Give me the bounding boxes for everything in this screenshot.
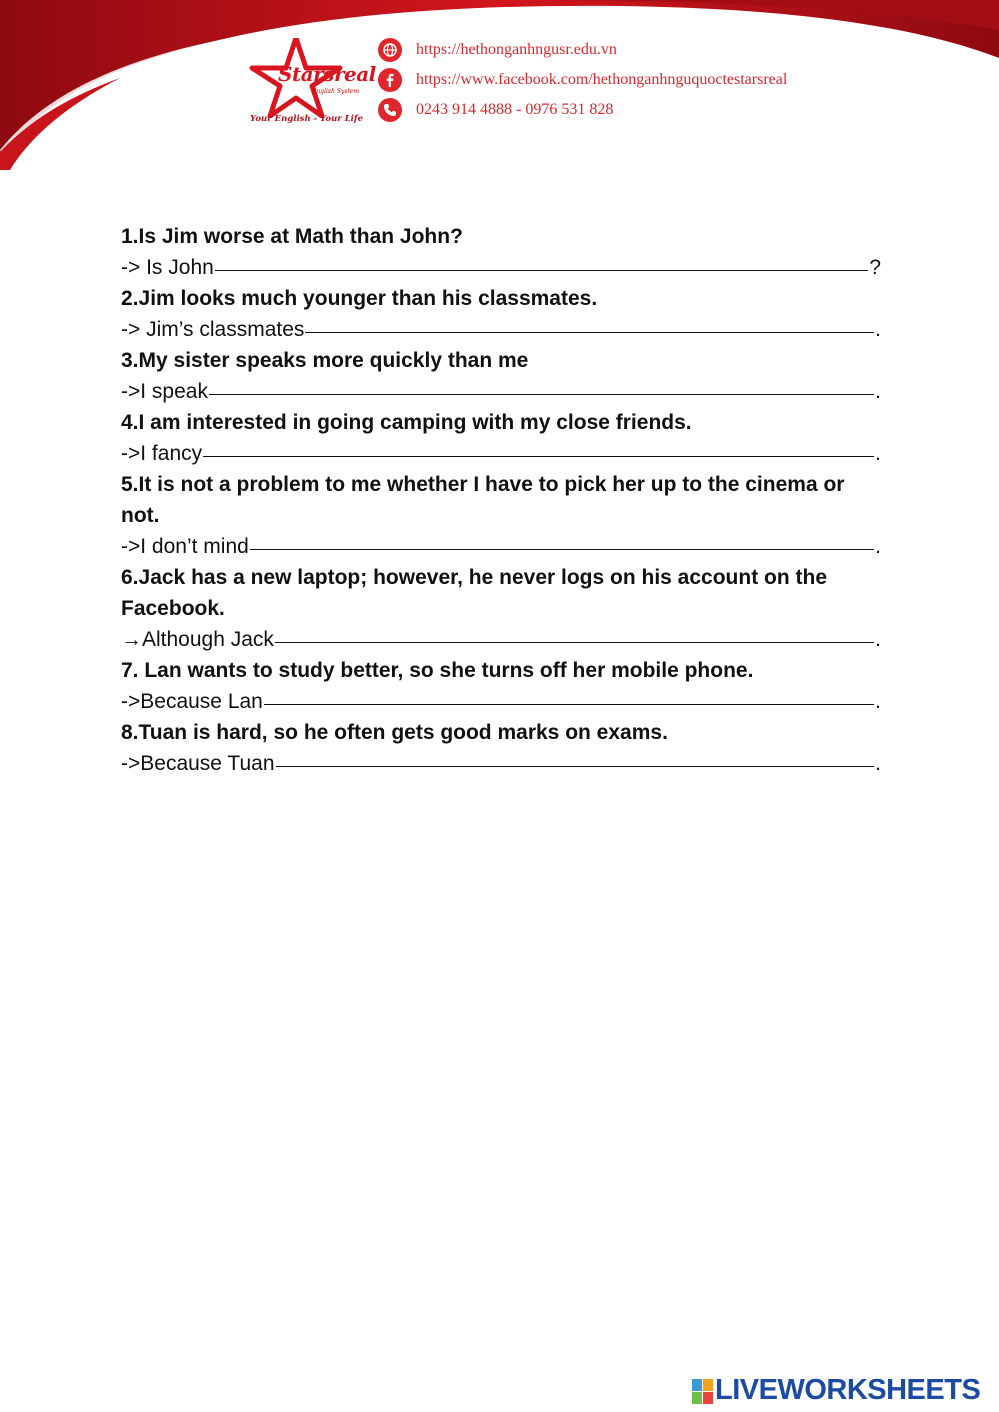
answer-end-5: . <box>875 535 881 558</box>
answer-line-6 <box>121 624 881 655</box>
answer-line-5 <box>121 531 881 562</box>
website-link[interactable]: https://hethonganhngusr.edu.vn <box>416 41 617 58</box>
globe-icon <box>378 38 402 62</box>
answer-end-2: . <box>875 318 881 341</box>
answer-end-7: . <box>875 690 881 713</box>
answer-line-2 <box>121 314 881 345</box>
answer-blank-5[interactable] <box>250 549 874 550</box>
answer-prompt-3: ->I speak <box>121 380 208 403</box>
answer-line-3 <box>121 376 881 407</box>
answer-end-6: . <box>875 628 881 651</box>
answer-blank-1[interactable] <box>215 270 869 271</box>
phone-icon <box>378 98 402 122</box>
answer-end-4: . <box>875 442 881 465</box>
answer-prompt-4: ->I fancy <box>121 442 203 465</box>
logo-tagline: Your English - Your Life <box>250 114 363 124</box>
answer-line-8 <box>121 748 881 779</box>
facebook-icon <box>378 68 402 92</box>
answer-blank-3[interactable] <box>209 394 874 395</box>
answer-end-1: ? <box>869 256 881 279</box>
answer-prompt-2: -> Jim’s classmates <box>121 318 305 341</box>
liveworksheets-logo-icon <box>692 1379 712 1403</box>
answer-prompt-7: ->Because Lan <box>121 690 263 713</box>
question-1: 1.Is Jim worse at Math than John? <box>121 225 463 248</box>
question-3: 3.My sister speaks more quickly than me <box>121 349 529 372</box>
answer-blank-7[interactable] <box>264 704 874 705</box>
answer-blank-4[interactable] <box>203 456 874 457</box>
brand-name: LIVEWORKSHEETS <box>715 1374 981 1406</box>
answer-prompt-1: -> Is John <box>121 256 214 279</box>
question-6: 6.Jack has a new laptop; however, he never logs on his account on the Facebook. <box>121 566 828 620</box>
answer-prompt-6: →Although Jack <box>121 628 274 651</box>
answer-prompt-5: ->I don’t mind <box>121 535 249 558</box>
starsreal-logo <box>244 38 376 130</box>
answer-blank-6[interactable] <box>275 642 874 643</box>
contact-facebook[interactable] <box>378 68 787 92</box>
answer-prompt-8: ->Because Tuan <box>121 752 275 775</box>
phone-number: 0243 914 4888 - 0976 531 828 <box>416 101 614 118</box>
liveworksheets-brand[interactable] <box>692 1374 980 1407</box>
answer-end-3: . <box>875 380 881 403</box>
question-7: 7. Lan wants to study better, so she turns off her mobile phone. <box>121 659 754 682</box>
exercise-list <box>121 221 881 779</box>
contact-phone[interactable] <box>378 98 613 122</box>
answer-blank-8[interactable] <box>276 766 875 767</box>
answer-line-7 <box>121 686 881 717</box>
logo-subtitle: English System <box>312 88 360 95</box>
logo-name: Starsreal <box>278 62 376 86</box>
question-5: 5.It is not a problem to me whether I have to pick her up to the cinema or not. <box>121 473 845 527</box>
contact-website[interactable] <box>378 38 617 62</box>
question-2: 2.Jim looks much younger than his classmates. <box>121 287 598 310</box>
answer-end-8: . <box>875 752 881 775</box>
question-4: 4.I am interested in going camping with my close friends. <box>121 411 692 434</box>
question-8: 8.Tuan is hard, so he often gets good marks on exams. <box>121 721 668 744</box>
facebook-link[interactable]: https://www.facebook.com/hethonganhnguquoctestarsreal <box>416 71 788 88</box>
answer-line-4 <box>121 438 881 469</box>
answer-blank-2[interactable] <box>305 332 874 333</box>
answer-line-1 <box>121 252 881 283</box>
